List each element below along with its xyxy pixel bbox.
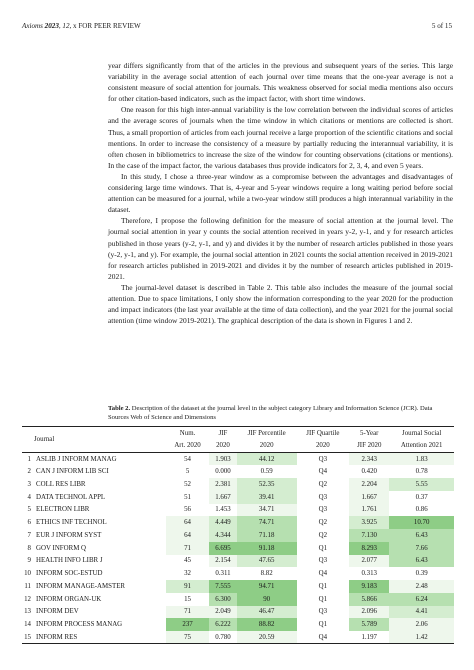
cell-pct: 0.59 <box>260 468 273 476</box>
row-index: 4 <box>27 493 31 501</box>
cell-q: Q1 <box>318 582 328 590</box>
journal-name-cell: CAN J INFORM LIB SCI <box>36 468 109 476</box>
col-header-percentile-sub: 2020 <box>237 440 297 453</box>
table-row <box>22 555 454 568</box>
cell-jsa: 1.42 <box>389 631 454 644</box>
cell-pct: 34.71 <box>237 504 297 517</box>
col-header-num: Num. <box>179 429 196 437</box>
row-index: 15 <box>22 631 34 644</box>
cell-fy: 0.420 <box>361 468 377 476</box>
cell-jsa: 7.66 <box>389 542 454 555</box>
cell-fy: 5.789 <box>349 618 389 631</box>
cell-jsa: 6.24 <box>389 593 454 606</box>
cell-jif: 0.000 <box>215 468 231 476</box>
cell-jsa: 4.41 <box>389 606 454 619</box>
table-row <box>22 618 454 631</box>
table-row <box>22 465 454 478</box>
cell-pct: 94.71 <box>237 580 297 593</box>
table-header-row <box>22 427 454 440</box>
table-row <box>22 567 454 580</box>
table-row <box>22 529 454 542</box>
cell-jif: 1.453 <box>215 506 231 514</box>
journal-name: Axioms <box>22 22 43 30</box>
table-row <box>22 606 454 619</box>
col-header-num-sub: Art. 2020 <box>166 440 209 453</box>
row-index: 7 <box>27 531 31 539</box>
cell-num: 32 <box>184 570 191 578</box>
table-caption-label: Table 2. <box>108 405 131 412</box>
cell-q: Q1 <box>318 544 328 552</box>
cell-jif: 6.222 <box>209 618 237 631</box>
cell-q: Q1 <box>318 595 328 603</box>
cell-num: 15 <box>184 595 191 603</box>
cell-jsa: 2.06 <box>389 618 454 631</box>
journal-name-cell: DATA TECHNOL APPL <box>36 493 106 501</box>
cell-pct: 46.47 <box>237 606 297 619</box>
journal-name-cell: INFORM DEV <box>36 608 79 616</box>
col-header-percentile: JIF Percentile <box>247 429 286 437</box>
col-header-journal: Journal <box>22 427 166 453</box>
cell-fy: 1.667 <box>349 491 389 504</box>
cell-q: Q3 <box>318 608 328 616</box>
cell-q: Q3 <box>318 455 328 463</box>
cell-pct: 91.18 <box>237 542 297 555</box>
cell-num: 71 <box>166 542 209 555</box>
cell-num: 91 <box>166 580 209 593</box>
col-header-quartile: JIF Quartile <box>306 429 340 437</box>
journal-table <box>22 427 454 644</box>
journal-name-cell: INFORM SOC-ESTUD <box>36 570 103 578</box>
cell-jif: 4.449 <box>209 516 237 529</box>
cell-jif: 4.344 <box>209 529 237 542</box>
cell-pct: 8.82 <box>260 570 273 578</box>
cell-pct: 52.35 <box>237 478 297 491</box>
paragraph: One reason for this high inter-annual variability is the low correlation between the individual scores of articles and the average scores of journals when the time window in which citations or mentions are collected is short. Thus, a small proportion of articles from each journal receive a large proportion of the scientific citations and social mentions. In order to increase the consistency of a measure by partially reducing the interannual variability, it is often chosen in bibliometrics to increase the size of the window for counting observations (citations or mentions). In the case of the impact factor, the various databases thus provide indicators for 2, 3, 4, and even 5 years. <box>108 105 453 170</box>
journal-name-cell: COLL RES LIBR <box>36 480 86 488</box>
journal-year: 2023 <box>44 22 59 30</box>
journal-name-cell: ELECTRON LIBR <box>36 506 90 514</box>
table-row <box>22 453 454 466</box>
col-header-jif: JIF <box>218 429 228 437</box>
cell-pct: 39.41 <box>237 491 297 504</box>
cell-num: 5 <box>185 468 190 476</box>
row-index: 9 <box>27 557 31 565</box>
cell-jif: 1.667 <box>209 491 237 504</box>
cell-fy: 2.204 <box>349 478 389 491</box>
table-row <box>22 491 454 504</box>
cell-num: 51 <box>184 493 191 501</box>
cell-q: Q3 <box>318 557 328 565</box>
cell-jif: 0.311 <box>215 570 231 578</box>
row-index: 11 <box>24 582 31 590</box>
cell-jsa: 1.83 <box>389 453 454 466</box>
journal-name-cell: HEALTH INFO LIBR J <box>36 557 103 565</box>
journal-name-cell: EUR J INFORM SYST <box>36 531 102 539</box>
table-row <box>22 631 454 644</box>
paragraph: Therefore, I propose the following definition for the measure of social attention at the journal level. The journal social attention in year y counts the social attention received in years y-2, y-1, and y for research articles published in those years (y-2, y-1, and y) and divides it by the number of research articles published in those years (y-2, y-1, and y). For example, the journal social attention in 2021 counts the social attention received in 2019-2021 for research articles published in 2019-2021 and divides it by the number of research articles published in 2019-2021. <box>108 216 453 281</box>
journal-name-cell: ASLIB J INFORM MANAG <box>36 455 117 463</box>
body-text <box>108 60 453 326</box>
cell-pct: 47.65 <box>237 555 297 568</box>
table-body <box>22 453 454 644</box>
cell-num: 54 <box>184 455 191 463</box>
cell-jif: 7.555 <box>209 580 237 593</box>
journal-name-cell: INFORM ORGAN-UK <box>36 595 102 603</box>
paragraph: In this study, I chose a three-year window as a compromise between the advantages and disadvantages of considering large time windows. That is, 4-year and 5-year windows require a long waiting period before social attention can be measured for a journal, while a two-year window still produces a high interannual variability in the dataset. <box>108 171 453 215</box>
row-index: 14 <box>24 621 31 629</box>
cell-jif: 0.780 <box>209 631 237 644</box>
cell-jif: 2.049 <box>209 606 237 619</box>
cell-jsa: 5.55 <box>389 478 454 491</box>
cell-num: 237 <box>166 618 209 631</box>
cell-fy: 2.096 <box>349 606 389 619</box>
cell-q: Q4 <box>297 631 350 644</box>
row-index: 10 <box>24 570 31 578</box>
col-header-5yr-jif: 5-Year <box>360 429 379 437</box>
cell-q: Q3 <box>318 493 328 501</box>
paragraph: The journal-level dataset is described in Table 2. This table also includes the measure of the journal social attention. Due to space limitations, I only show the information corresponding to the year 2020 for the production and impact indicators (the last year available at the time of data collection), and the year 2021 for the journal social attention (time window 2019-2021). The graphical description of the data is shown in Figures 1 and 2. <box>108 282 453 326</box>
table-row <box>22 593 454 606</box>
journal-name-cell: INFORM RES <box>34 631 166 644</box>
cell-fy: 9.183 <box>349 580 389 593</box>
cell-pct: 90 <box>237 593 297 606</box>
cell-q: Q1 <box>318 621 328 629</box>
cell-jif: 1.903 <box>209 453 237 466</box>
row-index: 13 <box>24 608 31 616</box>
cell-fy: 1.197 <box>349 631 389 644</box>
cell-num: 64 <box>166 516 209 529</box>
cell-fy: 7.130 <box>349 529 389 542</box>
cell-fy: 1.761 <box>349 504 389 517</box>
cell-num: 56 <box>184 506 191 514</box>
journal-name-cell: INFORM MANAGE-AMSTER <box>36 582 126 590</box>
journal-tail: , x FOR PEER REVIEW <box>69 22 141 30</box>
running-head-journal: Axioms 2023, 12, x FOR PEER REVIEW <box>22 22 141 30</box>
journal-name-cell: INFORM PROCESS MANAG <box>36 621 123 629</box>
row-index: 12 <box>24 595 31 603</box>
cell-q: Q2 <box>318 480 328 488</box>
table-row <box>22 504 454 517</box>
page-number: 5 of 15 <box>431 22 452 30</box>
col-header-jif-sub: 2020 <box>209 440 237 453</box>
cell-fy: 2.343 <box>349 453 389 466</box>
cell-pct: 20.59 <box>237 631 297 644</box>
cell-jsa: 2.48 <box>389 580 454 593</box>
cell-pct: 44.12 <box>237 453 297 466</box>
cell-num: 71 <box>166 606 209 619</box>
cell-jsa: 10.70 <box>389 516 454 529</box>
row-index: 1 <box>27 455 31 463</box>
cell-jif: 6.695 <box>209 542 237 555</box>
cell-jsa: 0.86 <box>415 506 428 514</box>
journal-volume: 12 <box>62 22 70 30</box>
col-header-social-attention: Journal Social <box>402 429 442 437</box>
cell-jsa: 0.78 <box>415 468 428 476</box>
cell-fy: 0.313 <box>361 570 377 578</box>
cell-fy: 8.293 <box>349 542 389 555</box>
table-caption <box>108 404 453 422</box>
cell-q: Q2 <box>318 531 328 539</box>
row-index: 5 <box>27 506 31 514</box>
cell-q: Q3 <box>318 506 328 514</box>
row-index: 2 <box>27 468 31 476</box>
cell-fy: 5.866 <box>349 593 389 606</box>
cell-fy: 2.077 <box>349 555 389 568</box>
cell-num: 52 <box>184 480 191 488</box>
cell-num: 75 <box>166 631 209 644</box>
cell-jif: 2.154 <box>209 555 237 568</box>
cell-jsa: 0.37 <box>415 493 428 501</box>
cell-fy: 3.925 <box>349 516 389 529</box>
cell-pct: 71.18 <box>237 529 297 542</box>
cell-num: 45 <box>184 557 191 565</box>
row-index: 3 <box>27 480 31 488</box>
cell-q: Q4 <box>318 468 328 476</box>
cell-q: Q4 <box>318 570 328 578</box>
cell-jif: 6.300 <box>209 593 237 606</box>
table-row <box>22 580 454 593</box>
table-row <box>22 478 454 491</box>
journal-name-cell: ETHICS INF TECHNOL <box>36 519 107 527</box>
cell-jif: 2.381 <box>209 478 237 491</box>
cell-jsa: 6.43 <box>389 529 454 542</box>
col-header-5yr-jif-sub: JIF 2020 <box>349 440 389 453</box>
table-caption-text: Description of the dataset at the journal level in the subject category Library and Information Science (JCR). Data Sources Web of Science and Dimensions <box>108 405 433 421</box>
table-row <box>22 516 454 529</box>
paragraph: year differs significantly from that of the articles in the previous and subsequent years of the series. This large variability in the average social attention of each journal over time means that the one-year average is not a consistent measure of social attention for journals. This weakness observed for social media mentions also occurs for other citation-based indicators, such as the impact factor, with short time windows. <box>108 61 453 104</box>
row-index: 8 <box>27 544 31 552</box>
running-head <box>22 22 452 34</box>
cell-jsa: 0.39 <box>415 570 428 578</box>
cell-pct: 74.71 <box>237 516 297 529</box>
col-header-quartile-sub: 2020 <box>297 440 350 453</box>
cell-pct: 88.82 <box>237 618 297 631</box>
cell-num: 64 <box>166 529 209 542</box>
cell-jsa: 6.43 <box>389 555 454 568</box>
cell-q: Q2 <box>318 519 328 527</box>
col-header-social-attention-sub: Attention 2021 <box>389 440 454 453</box>
table-row <box>22 542 454 555</box>
journal-name-cell: GOV INFORM Q <box>36 544 87 552</box>
row-index: 6 <box>27 519 31 527</box>
